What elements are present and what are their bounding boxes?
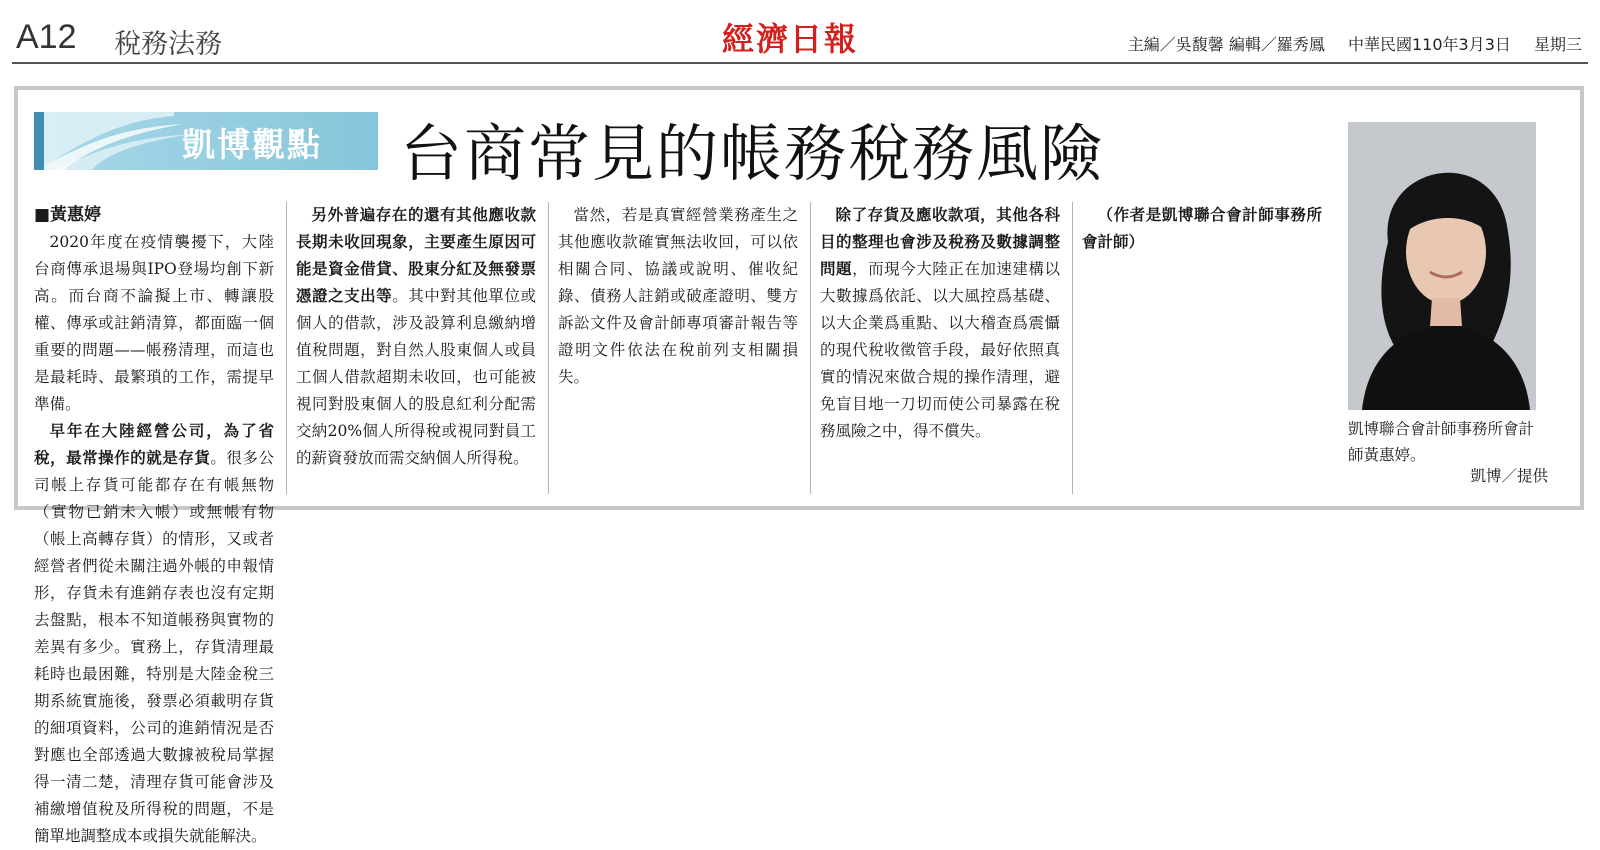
- column-banner: [34, 112, 378, 170]
- portrait-icon: [1348, 122, 1536, 410]
- column-divider: [810, 202, 811, 494]
- paragraph: 除了存貨及應收款項，其他各科目的整理也會涉及稅務及數據調整問題，而現今大陸正在加速建構以大數據爲依託、以大風控爲基礎、以大企業爲重點、以大稽查爲震懾的現代稅收徵管手段，最好依照真實的情況來做合規的操作清理，避免盲目地一刀切而使公司暴露在稅務風險之中，得不償失。: [820, 206, 1060, 440]
- author-name: ■黃惠婷: [34, 205, 102, 225]
- paragraph: 當然，若是真實經營業務產生之其他應收款確實無法收回，可以依相關合同、協議或說明、催收紀錄、債務人註銷或破產證明、雙方訴訟文件及會計師專項審計報告等證明文件依法在稅前列支相關損失。: [558, 206, 798, 386]
- article-column-3: [558, 202, 798, 494]
- issue-weekday: 星期三: [1533, 35, 1582, 54]
- article-column-1: [34, 202, 274, 850]
- newspaper-logo: 經濟日報: [722, 20, 859, 58]
- masthead: [12, 0, 1588, 60]
- section-title: 稅務法務: [114, 29, 222, 60]
- column-divider: [1072, 202, 1073, 494]
- article-frame: [14, 86, 1584, 845]
- column-divider: [548, 202, 549, 494]
- article-column-2: [296, 202, 536, 494]
- photo-credit: 凱博／提供: [1470, 467, 1548, 485]
- masthead-meta: [1110, 32, 1582, 55]
- editor-credit: 主編／吳馥馨 編輯／羅秀鳳: [1127, 35, 1325, 54]
- column-name: 凱博觀點: [182, 125, 322, 164]
- issue-date: 中華民國110年3月3日: [1347, 35, 1511, 54]
- article-column-4: [820, 202, 1060, 494]
- article-column-5: [1082, 202, 1322, 494]
- page-number: A12: [16, 18, 77, 56]
- column-divider: [286, 202, 287, 494]
- photo-caption: 凱博聯合會計師事務所會計師黃惠婷。: [1348, 420, 1535, 464]
- author-byline: （作者是凱博聯合會計師事務所會計師）: [1082, 206, 1322, 251]
- paragraph: 2020年度在疫情襲擾下，大陸台商傳承退場與IPO登場均創下新高。而台商不論擬上市、轉讓股權、傳承或註銷清算，都面臨一個重要的問題——帳務清理，而這也是最耗時、最繁瑣的工作，需提早準備。: [34, 233, 274, 413]
- masthead-divider: [12, 62, 1588, 64]
- author-photo: [1348, 122, 1536, 410]
- paragraph: 另外普遍存在的還有其他應收款長期未收回現象，主要產生原因可能是資金借貸、股東分紅及無發票憑證之支出等。其中對其他單位或個人的借款，涉及設算利息繳納增值稅問題，對自然人股東個人或員工個人借款超期未收回，也可能被視同對股東個人的股息紅利分配需交納20%個人所得稅或視同對員工的薪資發放而需交納個人所得稅。: [296, 206, 536, 467]
- paragraph: 早年在大陸經營公司，為了省稅，最常操作的就是存貨。很多公司帳上存貨可能都存在有帳無物（實物已銷未入帳）或無帳有物（帳上高轉存貨）的情形，又或者經營者們從未關注過外帳的申報情形，存貨未有進銷存表也沒有定期去盤點，根本不知道帳務與實物的差異有多少。實務上，存貨清理最耗時也最困難，特別是大陸金稅三期系統實施後，發票必須載明存貨的細項資料，公司的進銷情況是否對應也全部透過大數據被稅局掌握得一清二楚，清理存貨可能會涉及補繳增值稅及所得稅的問題，不是簡單地調整成本或損失就能解決。: [34, 422, 274, 845]
- article-headline: 台商常見的帳務稅務風險: [400, 117, 1105, 190]
